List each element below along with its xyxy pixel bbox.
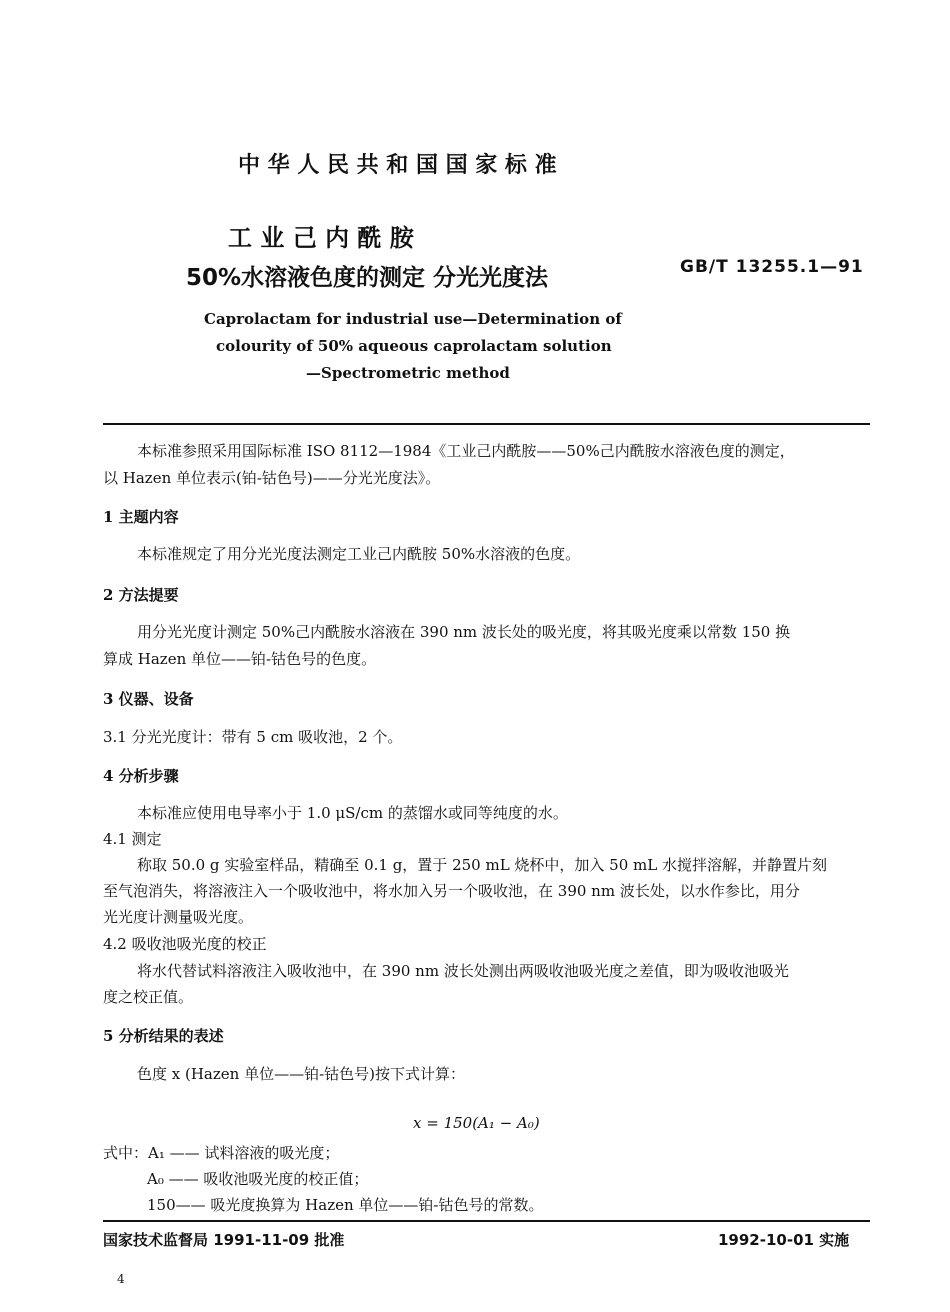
title-cn-line2: 50%水溶液色度的测定 分光光度法 (186, 265, 549, 291)
approval-line: 国家技术监督局 1991-11-09 批准 (103, 1231, 345, 1249)
section-1-heading: 1 主题内容 (103, 508, 179, 526)
standard-number: GB/T 13255.1—91 (680, 257, 864, 277)
section-2-line1: 用分光光度计测定 50%己内酰胺水溶液在 390 nm 波长处的吸光度，将其吸光度乘以常数 150 换 (137, 623, 791, 641)
title-en-line2: colourity of 50% aqueous caprolactam solution (216, 337, 612, 355)
section-4-1-line3: 光光度计测量吸光度。 (103, 908, 254, 926)
title-cn-line1: 工 业 己 内 酰 胺 (228, 224, 414, 252)
header-rule (103, 423, 870, 425)
where-line3: 150—— 吸光度换算为 Hazen 单位——铂-钴色号的常数。 (147, 1196, 544, 1214)
title-en-line1: Caprolactam for industrial use—Determination of (204, 310, 622, 328)
section-4-2-line1: 将水代替试料溶液注入吸收池中，在 390 nm 波长处测出两吸收池吸光度之差值，即为吸收池吸光 (137, 962, 789, 980)
national-standard-heading: 中 华 人 民 共 和 国 国 家 标 准 (238, 153, 557, 178)
intro-line1: 本标准参照采用国际标准 ISO 8112—1984《工业己内酰胺——50%己内酰胺水溶液色度的测定， (137, 442, 795, 460)
section-4-heading: 4 分析步骤 (103, 767, 179, 785)
section-4-1-heading: 4.1 测定 (103, 830, 162, 848)
section-1-text: 本标准规定了用分光光度法测定工业己内酰胺 50%水溶液的色度。 (137, 545, 581, 563)
section-5-text: 色度 x (Hazen 单位——铂-钴色号)按下式计算： (137, 1065, 466, 1083)
section-4-1-line1: 称取 50.0 g 实验室样品，精确至 0.1 g，置于 250 mL 烧杯中，加入 50 mL 水搅拌溶解，并静置片刻 (137, 856, 827, 874)
section-2-line2: 算成 Hazen 单位——铂-钴色号的色度。 (103, 650, 377, 668)
section-3-heading: 3 仪器、设备 (103, 690, 194, 708)
title-en-line3: —Spectrometric method (306, 364, 510, 382)
section-2-heading: 2 方法提要 (103, 586, 179, 604)
section-4-2-line2: 度之校正值。 (103, 988, 194, 1006)
section-5-heading: 5 分析结果的表述 (103, 1027, 224, 1045)
section-4-2-heading: 4.2 吸收池吸光度的校正 (103, 935, 267, 953)
intro-line2: 以 Hazen 单位表示(铂-钴色号)——分光光度法》。 (103, 469, 441, 487)
page-number: 4 (117, 1272, 125, 1286)
implementation-date: 1992-10-01 实施 (718, 1231, 850, 1249)
section-4-text: 本标准应使用电导率小于 1.0 μS/cm 的蒸馏水或同等纯度的水。 (137, 804, 568, 822)
section-4-1-line2: 至气泡消失，将溶液注入一个吸收池中，将水加入另一个吸收池，在 390 nm 波长处，以水作参比，用分 (103, 882, 800, 900)
footer-rule (103, 1220, 870, 1222)
where-line2: A₀ —— 吸收池吸光度的校正值； (147, 1170, 369, 1188)
section-3-1: 3.1 分光光度计：带有 5 cm 吸收池，2 个。 (103, 728, 403, 746)
where-line1: 式中：A₁ —— 试料溶液的吸光度； (103, 1144, 340, 1162)
formula: x = 150(A₁ − A₀) (413, 1114, 540, 1132)
